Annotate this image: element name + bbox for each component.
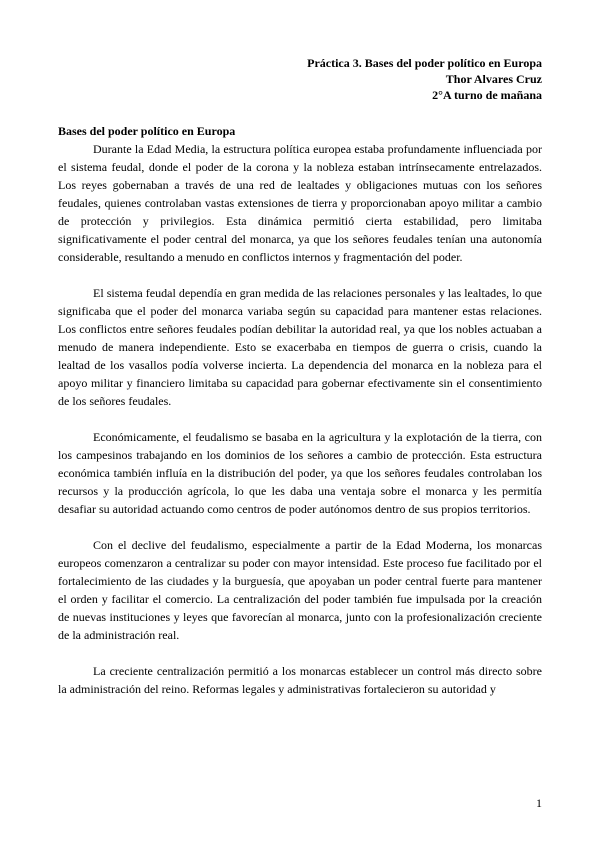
section-title: Bases del poder político en Europa bbox=[58, 124, 236, 138]
paragraph-1: Durante la Edad Media, la estructura política europea estaba profundamente influenciada por el sistema feudal, donde el poder de la corona y la nobleza estaban intrínsecamente entrelazados. Los reyes gobernaban a través de una red de lealtades y obligaciones mutuas con los señores feudales, quienes controlaban vastas extensiones de tierra y proporcionaban apoyo militar a cambio de protección y privilegios. Esta dinámica permitió cierta estabilidad, pero limitaba significativamente el poder central del monarca, ya que los señores feudales tenían una autonomía considerable, resultando a menudo en conflictos internos y fragmentación del poder. bbox=[58, 142, 542, 264]
header-title: Práctica 3. Bases del poder político en Europa bbox=[307, 56, 542, 70]
document-header bbox=[307, 55, 542, 103]
paragraph-2: El sistema feudal dependía en gran medida de las relaciones personales y las lealtades, lo que significaba que el poder del monarca variaba según su capacidad para mantener estas relaciones. Los conflictos entre señores feudales podían debilitar la autoridad real, ya que los nobles actuaban a menudo de manera independiente. Esto se exacerbaba en tiempos de guerra o crisis, cuando la lealtad de los vasallos podía volverse incierta. La dependencia del monarca en la nobleza para el apoyo militar y financiero limitaba su capacidad para gobernar efectivamente sin el consentimiento de los señores feudales. bbox=[58, 286, 542, 408]
header-group: 2°A turno de mañana bbox=[432, 88, 542, 102]
header-author: Thor Alvares Cruz bbox=[445, 72, 542, 86]
document-body bbox=[58, 122, 542, 716]
paragraph-3: Económicamente, el feudalismo se basaba en la agricultura y la explotación de la tierra, con los campesinos trabajando en los dominios de los señores a cambio de protección. Esta estructura económica también influía en la distribución del poder, ya que los señores feudales controlaban los recursos y la producción agrícola, lo que les daba una ventaja sobre el monarca y les permitía desafiar su autoridad actuando como centros de poder autónomos dentro de sus propios territorios. bbox=[58, 430, 542, 516]
page-number: 1 bbox=[536, 796, 542, 810]
paragraph-5: La creciente centralización permitió a los monarcas establecer un control más directo sobre la administración del reino. Reformas legales y administrativas fortalecieron su autoridad y bbox=[58, 664, 542, 696]
paragraph-4: Con el declive del feudalismo, especialmente a partir de la Edad Moderna, los monarcas europeos comenzaron a centralizar su poder con mayor intensidad. Este proceso fue facilitado por el fortalecimiento de las ciudades y la burguesía, que apoyaban un poder central fuerte para mantener el orden y facilitar el comercio. La centralización del poder también fue impulsada por la creación de nuevas instituciones y leyes que favorecían al monarca, junto con la profesionalización creciente de la administración real. bbox=[58, 538, 542, 642]
